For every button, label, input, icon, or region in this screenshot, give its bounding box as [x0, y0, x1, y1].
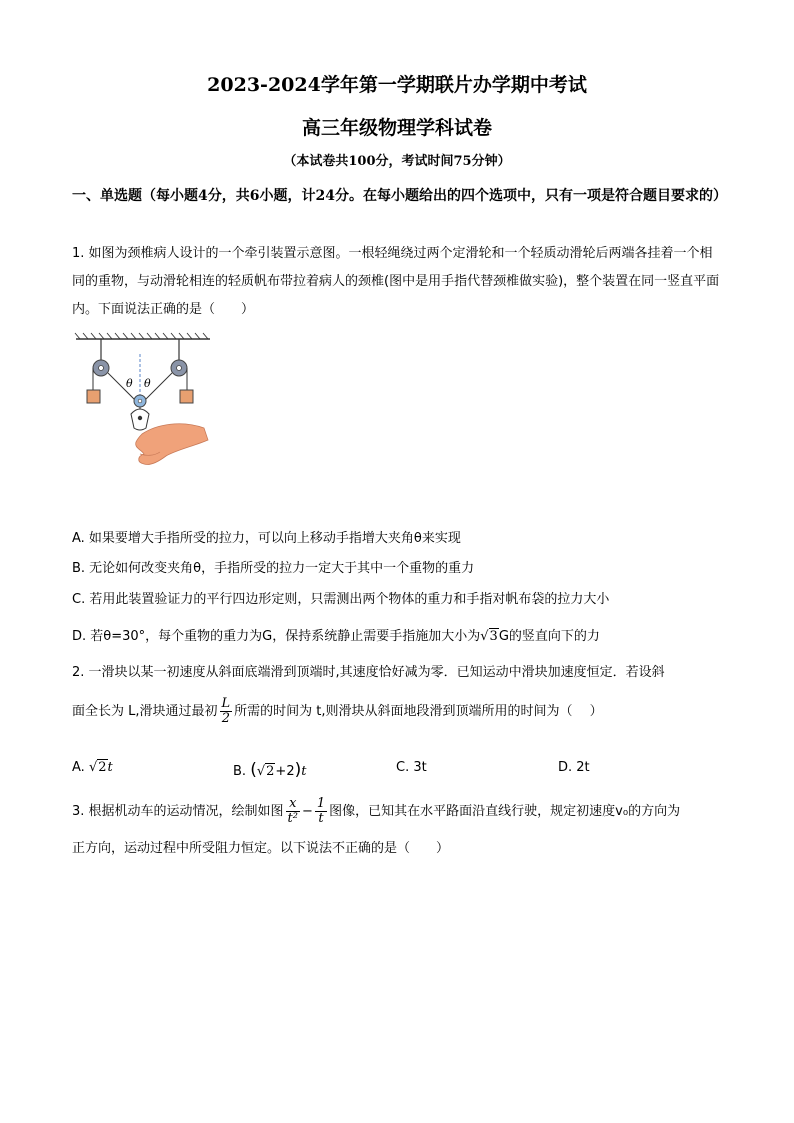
theta-label-left: θ	[126, 377, 133, 390]
variable-t: t	[107, 760, 113, 775]
fraction-1-over-t	[315, 797, 327, 826]
question-2-option-c: C. 3t	[396, 760, 427, 775]
sqrt-expression: √2	[88, 760, 107, 775]
variable-t: t	[301, 764, 307, 779]
question-1-option-d	[72, 625, 600, 644]
fraction-l-over-2	[220, 697, 233, 726]
theta-label-right: θ	[144, 377, 151, 390]
option-label: A.	[72, 760, 85, 775]
question-2-option-b: B. (√2+2)t	[233, 760, 307, 780]
sqrt-radicand: 2	[98, 760, 107, 775]
sqrt-expression: √2	[256, 764, 275, 779]
sqrt-expression: √3	[480, 629, 498, 644]
question-2-stem-line2	[72, 697, 603, 726]
question-2-option-d: D. 2t	[558, 760, 590, 775]
fraction-x-over-t2	[286, 797, 300, 826]
question-1-option-c: C. 若用此装置验证力的平行四边形定则，只需测出两个物体的重力和手指对帆布袋的拉力大小	[72, 592, 610, 607]
fraction-denominator: t²	[287, 811, 298, 826]
sqrt-radicand: 2	[266, 764, 275, 779]
pulley-figure	[72, 332, 212, 477]
question-1-option-a: A. 如果要增大手指所受的拉力，可以向上移动手指增大夹角θ来实现	[72, 531, 461, 546]
q2-stem-pre: 面全长为 L,滑块通过最初	[72, 704, 218, 719]
fraction-denominator: t	[318, 811, 324, 826]
question-2-stem-line1: 2. 一滑块以某一初速度从斜面底端滑到顶端时,其速度恰好减为零．已知运动中滑块加速度恒定．若设斜	[72, 665, 665, 680]
section-heading: 一、单选题（每小题4分，共6小题，计24分。在每小题给出的四个选项中，只有一项是符合题目要求的）	[72, 188, 727, 204]
q3-stem-pre: 3. 根据机动车的运动情况，绘制如图	[72, 804, 284, 819]
question-3-stem-line2: 正方向，运动过程中所受阻力恒定。以下说法不正确的是（ ）	[72, 841, 450, 856]
option-d-text-end: G的竖直向下的力	[498, 629, 600, 644]
q3-stem-mid: 图像，已知其在水平路面沿直线行驶，规定初速度v₀的方向为	[329, 804, 681, 819]
fraction-numerator: x	[286, 797, 300, 812]
option-d-text: D. 若θ=30°，每个重物的重力为G，保持系统静止需要手指施加大小为	[72, 629, 481, 644]
sqrt-radicand: 3	[489, 629, 498, 644]
minus-sign: −	[301, 804, 313, 819]
plus-two: +2	[275, 764, 295, 779]
question-2-option-a	[72, 760, 113, 775]
fraction-denominator: 2	[221, 711, 230, 726]
exam-note: （本试卷共100分，考试时间75分钟）	[283, 154, 511, 169]
exam-subtitle: 高三年级物理学科试卷	[301, 117, 492, 139]
option-label: B.	[233, 764, 247, 779]
q2-stem-post: 所需的时间为 t,则滑块从斜面地段滑到顶端所用的时间为（ ）	[234, 704, 603, 719]
fraction-numerator: 1	[316, 796, 326, 811]
exam-title: 2023-2024学年第一学期联片办学期中考试	[207, 74, 587, 96]
question-1-stem: 1. 如图为颈椎病人设计的一个牵引装置示意图。一根轻绳绕过两个定滑轮和一个轻质动滑轮后两端各挂着一个相同的重物，与动滑轮相连的轻质帆布带拉着病人的颈椎(图中是用手指代替颈椎做实验)，整个装置在同一竖直平面内。下面说法正确的是（ ）	[72, 246, 720, 317]
question-1-option-b: B. 无论如何改变夹角θ，手指所受的拉力一定大于其中一个重物的重力	[72, 561, 475, 576]
fraction-numerator: L	[221, 696, 231, 711]
question-3-stem-line1	[72, 797, 680, 826]
